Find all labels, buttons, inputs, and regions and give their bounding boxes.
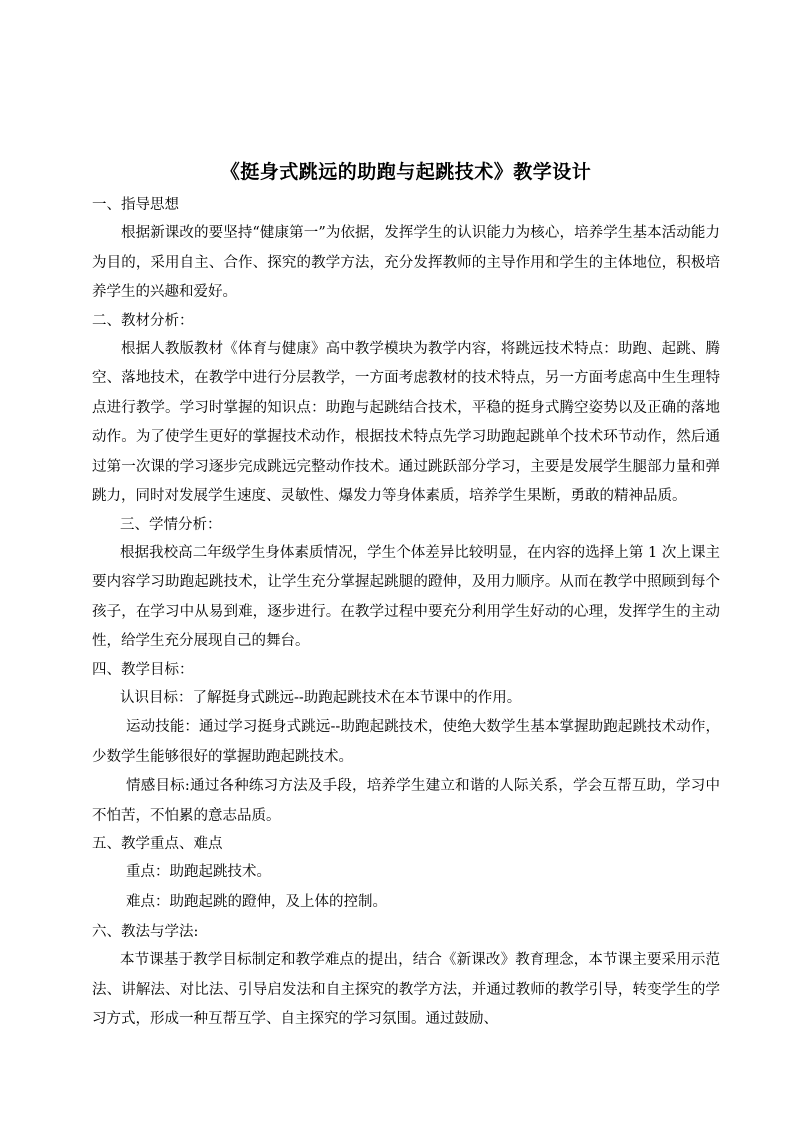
paragraph-student-analysis: 根据我校高二年级学生身体素质情况，学生个体差异比较明显，在内容的选择上第 1 次上课主要内容学习助跑起跳技术，让学生充分掌握起跳腿的蹬伸，及用力顺序。从而在教学中照顾到每个孩子，在学习中从易到难，逐步进行。在教学过程中要充分利用学生好动的心理，发挥学生的主动性，给学生充分展现自己的舞台。 (92, 544, 720, 649)
section-heading-key-points: 五、教学重点、难点 (92, 836, 223, 852)
paragraph-motor-skill-goal: 运动技能：通过学习挺身式跳远--助跑起跳技术，使绝大数学生基本掌握助跑起跳技术动作，少数学生能够很好的掌握助跑起跳技术。 (92, 719, 720, 765)
paragraph-material-analysis: 根据人教版教材《体育与健康》高中教学模块为教学内容，将跳远技术特点：助跑、起跳、腾空、落地技术，在教学中进行分层教学，一方面考虑教材的技术特点，另一方面考虑高中生生理特点进行教学。学习时掌握的知识点：助跑与起跳结合技术，平稳的挺身式腾空姿势以及正确的落地动作。为了使学生更好的掌握技术动作，根据技术特点先学习助跑起跳单个技术环节动作，然后通过第一次课的学习逐步完成跳远完整动作技术。通过跳跃部分学习，主要是发展学生腿部力量和弹跳力，同时对发展学生速度、灵敏性、爆发力等身体素质，培养学生果断，勇敢的精神品质。 (92, 340, 720, 504)
document-body (92, 158, 720, 1035)
paragraph-difficult-point: 难点：助跑起跳的蹬伸，及上体的控制。 (126, 893, 387, 910)
paragraph-guiding-thought: 根据新课改的要坚持“健康第一”为依据，发挥学生的认识能力为核心，培养学生基本活动能力为目的，采用自主、合作、探究的教学方法，充分发挥教师的主导作用和学生的主体地位，积极培养学生的兴趣和爱好。 (92, 225, 720, 300)
section-heading-teaching-goals: 四、教学目标： (92, 661, 194, 678)
paragraph-cognitive-goal: 认识目标：了解挺身式跳远--助跑起跳技术在本节课中的作用。 (120, 689, 522, 706)
section-heading-methods: 六、教法与学法: (92, 924, 199, 940)
document-title: 《挺身式跳远的助跑与起跳技术》教学设计 (220, 161, 592, 183)
section-heading-student-analysis: 三、学情分析： (120, 516, 222, 533)
paragraph-methods: 本节课基于教学目标制定和教学难点的提出，结合《新课改》教育理念，本节课主要采用示范法、讲解法、对比法、引导启发法和自主探究的教学方法，并通过教师的教学引导，转变学生的学习方式，形成一种互帮互学、自主探究的学习氛围。通过鼓励、 (92, 952, 720, 1027)
paragraph-emotional-goal: 情感目标:通过各种练习方法及手段，培养学生建立和谐的人际关系，学会互帮互助，学习中不怕苦，不怕累的意志品质。 (92, 778, 720, 824)
section-heading-material-analysis: 二、教材分析： (92, 312, 194, 329)
section-heading-guiding-thought: 一、指导思想 (92, 197, 179, 213)
paragraph-key-point: 重点：助跑起跳技术。 (126, 864, 271, 880)
